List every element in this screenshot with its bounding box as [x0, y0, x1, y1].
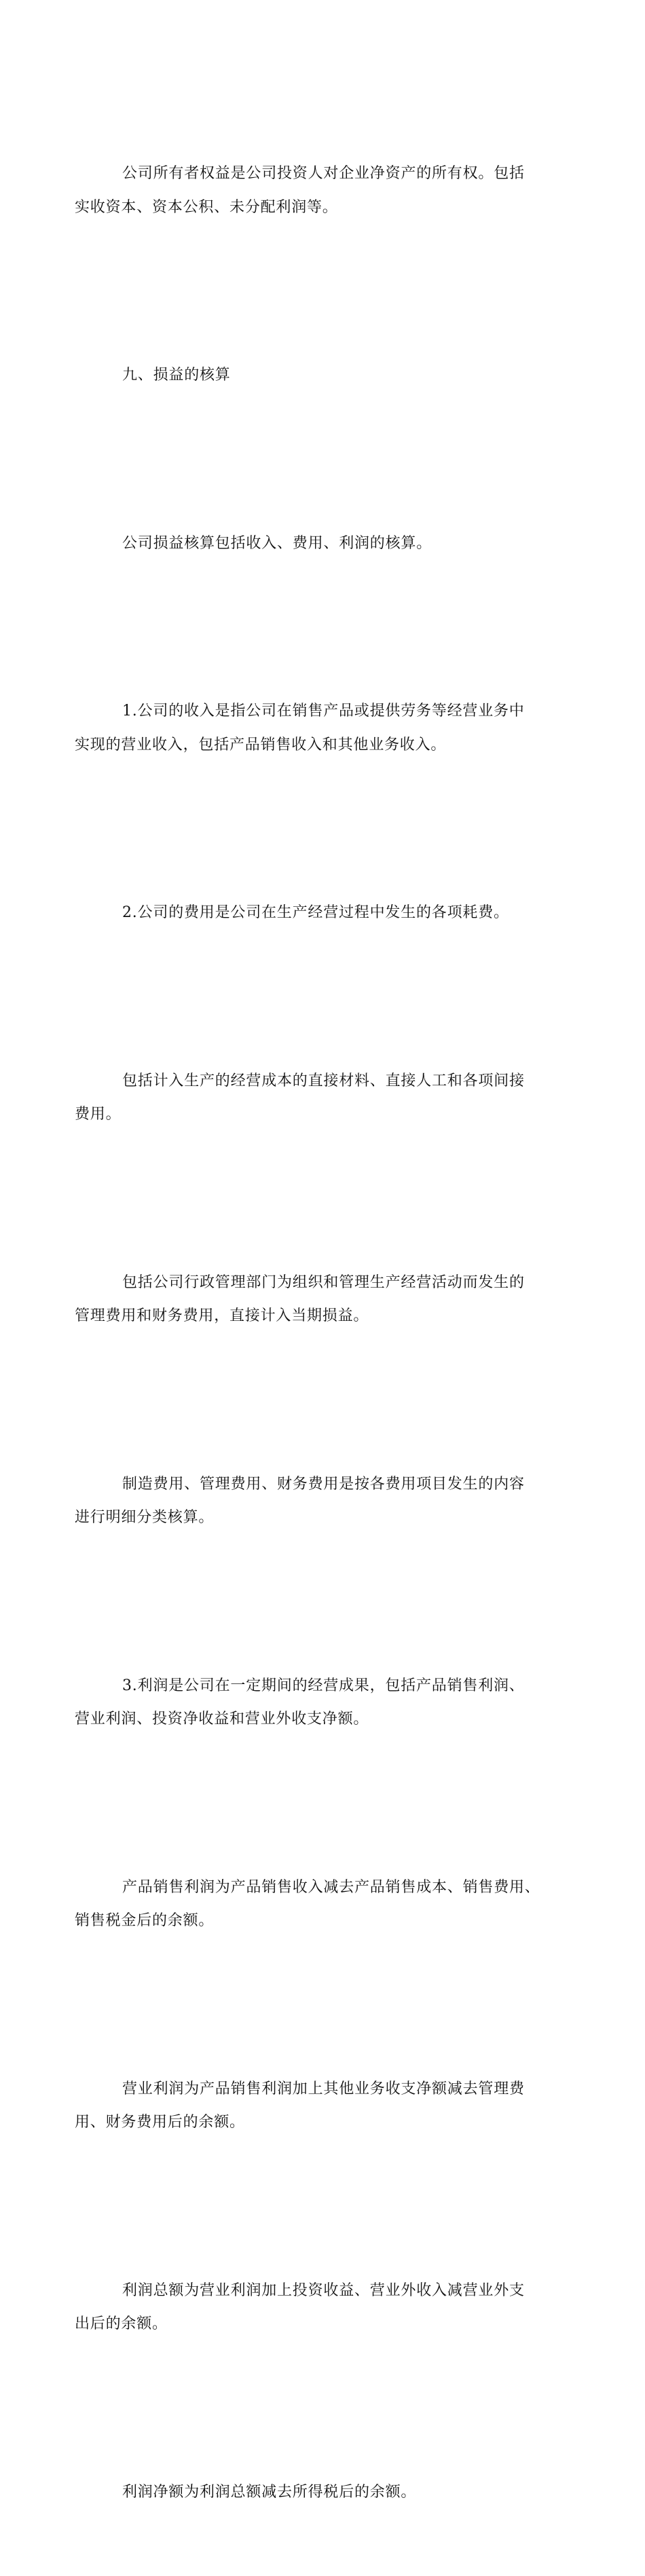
section-heading-profit-loss — [98, 291, 560, 460]
paragraph-line: 进行明细分类核算。 — [75, 1501, 560, 1535]
paragraph-line: 用、财务费用后的余额。 — [75, 2106, 560, 2140]
paragraph-admin-expenses — [98, 1199, 560, 1400]
paragraph-line: 管理费用和财务费用，直接计入当期损益。 — [75, 1299, 560, 1333]
paragraph-line: 出后的余额。 — [75, 2307, 560, 2341]
paragraph-production-costs — [98, 997, 560, 1199]
paragraph-revenue — [98, 627, 560, 829]
paragraph-line: 3.利润是公司在一定期间的经营成果，包括产品销售利润、 — [98, 1669, 560, 1703]
paragraph-line: 包括公司行政管理部门为组织和管理生产经营活动而发生的 — [98, 1266, 560, 1300]
paragraph-operating-profit — [98, 2005, 560, 2207]
paragraph-line: 公司所有者权益是公司投资人对企业净资产的所有权。包括 — [98, 157, 560, 191]
paragraph-expense-classification — [98, 1400, 560, 1602]
paragraph-line: 制造费用、管理费用、财务费用是按各费用项目发生的内容 — [98, 1468, 560, 1501]
heading-line: 九、损益的核算 — [98, 358, 560, 392]
paragraph-net-profit — [98, 2408, 560, 2576]
paragraph-expenses — [98, 829, 560, 997]
paragraph-line: 营业利润、投资净收益和营业外收支净额。 — [75, 1702, 560, 1736]
paragraph-line: 实收资本、资本公积、未分配利润等。 — [75, 191, 560, 225]
paragraph-line: 包括计入生产的经营成本的直接材料、直接人工和各项间接 — [98, 1064, 560, 1098]
document-page — [0, 0, 645, 912]
paragraph-sales-profit — [98, 1804, 560, 2005]
paragraph-profit-loss-scope — [98, 460, 560, 628]
paragraph-line: 利润净额为利润总额减去所得税后的余额。 — [98, 2476, 560, 2509]
paragraph-profit — [98, 1602, 560, 1804]
paragraph-line: 实现的营业收入，包括产品销售收入和其他业务收入。 — [75, 728, 560, 762]
paragraph-line: 产品销售利润为产品销售收入减去产品销售成本、销售费用、 — [98, 1871, 560, 1905]
paragraph-line: 利润总额为营业利润加上投资收益、营业外收入减营业外支 — [98, 2274, 560, 2308]
paragraph-line: 销售税金后的余额。 — [75, 1904, 560, 1938]
paragraph-line: 1.公司的收入是指公司在销售产品或提供劳务等经营业务中 — [98, 694, 560, 728]
paragraph-line: 费用。 — [75, 1098, 560, 1132]
paragraph-total-profit — [98, 2207, 560, 2408]
paragraph-line: 公司损益核算包括收入、费用、利润的核算。 — [98, 527, 560, 561]
document-body — [98, 90, 560, 2576]
paragraph-line: 2.公司的费用是公司在生产经营过程中发生的各项耗费。 — [98, 896, 560, 930]
paragraph-line: 营业利润为产品销售利润加上其他业务收支净额减去管理费 — [98, 2072, 560, 2106]
paragraph-owners-equity — [98, 90, 560, 291]
